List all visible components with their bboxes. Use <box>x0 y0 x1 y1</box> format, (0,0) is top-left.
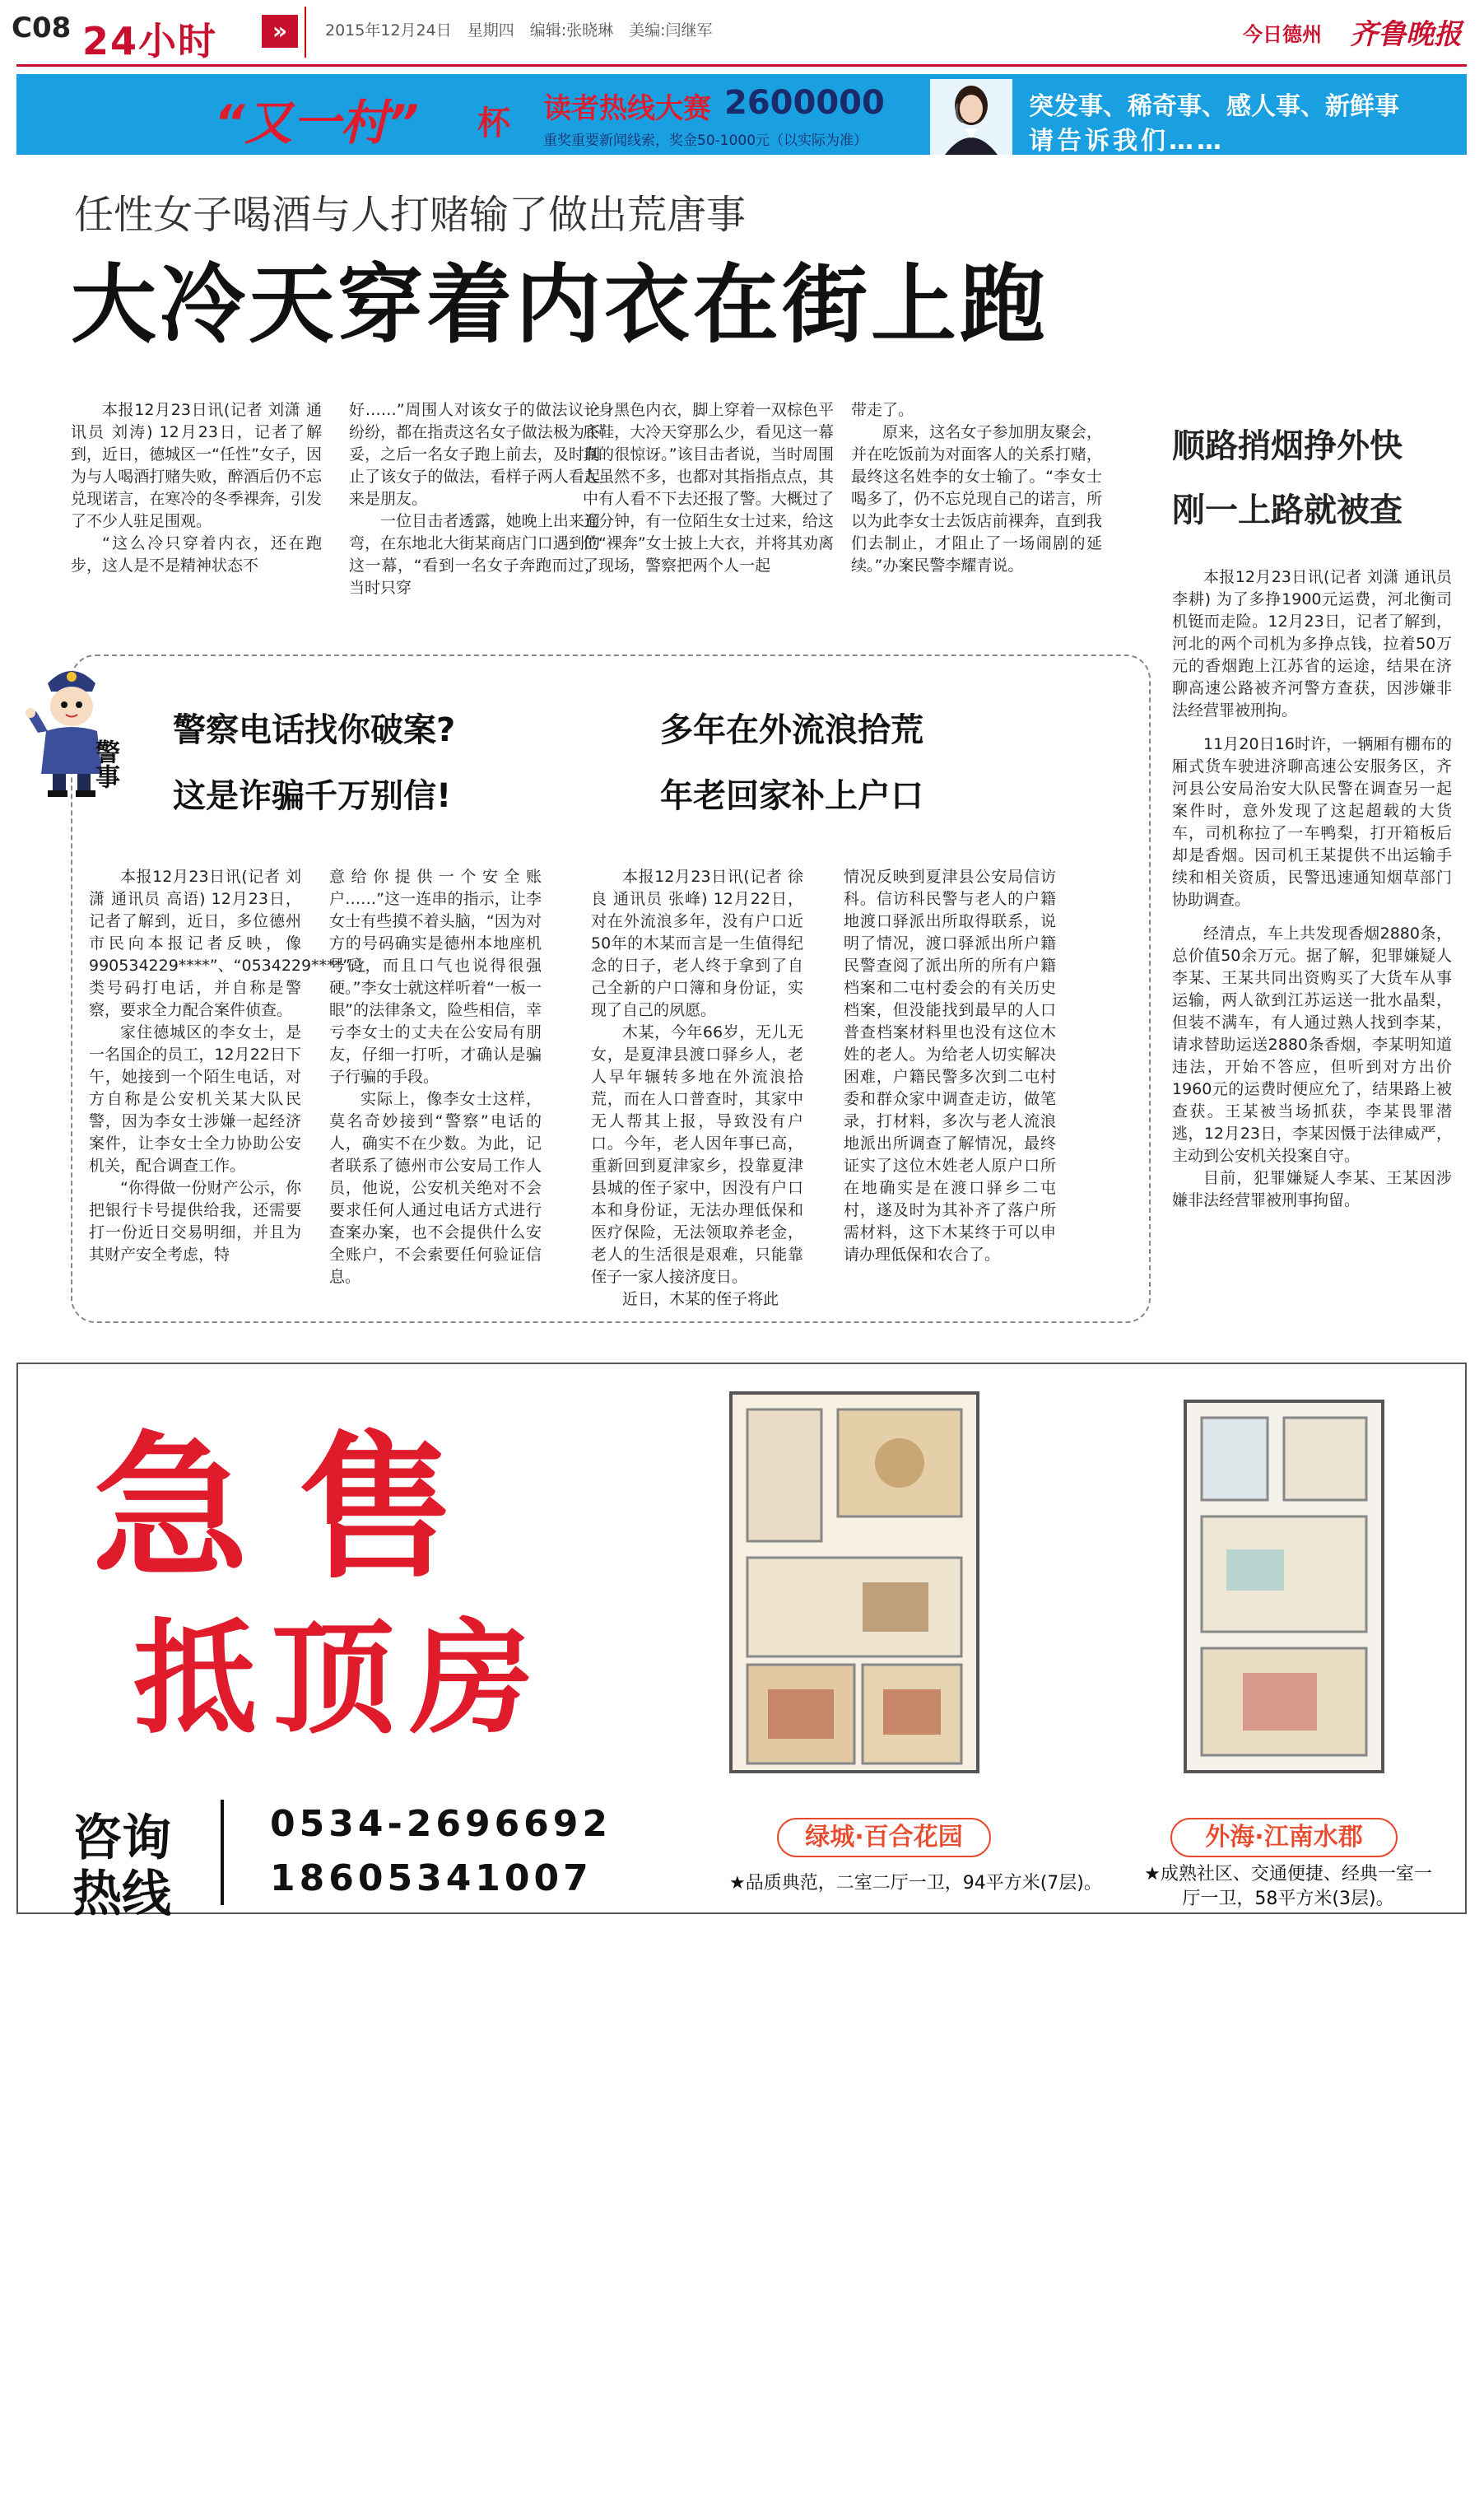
banner-right-line1: 突发事、稀奇事、感人事、新鲜事 <box>1029 92 1399 121</box>
sidebar-title-line2: 刚一上路就被查 <box>1172 491 1403 529</box>
paragraph: 本报12月23日讯(记者 刘潇 通讯员 高语) 12月23日，记者了解到，近日，多位德州市民向本报记者反映，像990534229****”、“0534229****”之类号码打电话，并自称是警察，要求全力配合案件侦查。 <box>89 868 366 1019</box>
ad-hotline-label: 热线 <box>72 1866 171 1923</box>
paragraph: 本报12月23日讯(记者 刘潇 通讯员 李耕) 为了多挣1900元运费，河北衡司机铤而走险。12月23日，记者了解到，河北的两个司机为多挣点钱，拉着50万元的香烟跑上江苏省的运途，结果在济聊高速公路被齐河警方查获，因涉嫌非法经营罪被刑拘。 <box>1172 568 1452 720</box>
paragraph: 意给你提供一个安全账户……”这一连串的指示，让李女士有些摸不着头脑，“因为对方的号码确实是德州本地座机号码，而且口气也说得很强硬。”李女士就这样听着“一板一眼”的法律条文，险些相信，幸亏李女士的丈夫在公安局有朋友，仔细一打听，才确认是骗子行骗的手段。 <box>329 868 542 1086</box>
story-column-4 <box>851 399 1102 577</box>
edition-label: 今日德州 <box>1243 23 1322 46</box>
property-2-name: 外海·江南水郡 <box>1170 1818 1398 1857</box>
hotline-banner <box>16 74 1467 155</box>
banner-phone: 2600000 <box>724 84 885 122</box>
floor-plan-image <box>698 1377 1011 1788</box>
paragraph: 一位目击者透露，她晚上出来遛弯，在东地北大街某商店门口遇到的这一幕，“看到一名女子奔跑而过，当时只穿 <box>349 512 600 597</box>
police-story2-title1: 多年在外流浪拾荒 <box>660 711 923 749</box>
floor-plan-image <box>1152 1377 1416 1788</box>
story-headline: 大冷天穿着内衣在街上跑 <box>71 254 1049 355</box>
property-1-name: 绿城·百合花园 <box>777 1818 991 1857</box>
police-story2-title2: 年老回家补上户口 <box>660 777 923 815</box>
paragraph: 木某，今年66岁，无儿无女，是夏津县渡口驿乡人，老人早年辗转多地在外流浪拾荒，而在人口普查时，其家中无人帮其上报，导致没有户口。今年，老人因年事已高，重新回到夏津家乡，投靠夏津县城的侄子家中，因没有户口本和身份证，无法办理低保和医疗保险，无法领取养老金，老人的生活很是艰难，只能靠侄子一家人接济度日。 <box>591 1023 803 1286</box>
paragraph: 家住德城区的李女士，是一名国企的员工，12月22日下午，她接到一个陌生电话，对方自称是公安机关某大队民警，因为李女士涉嫌一起经济案件，让李女士全力协助公安机关，配合调查工作。 <box>89 1023 301 1175</box>
ad-divider <box>221 1800 224 1905</box>
paragraph: 本报12月23日讯(记者 刘潇 通讯员 刘涛) 12月23日，记者了解到，近日，德城区一“任性”女子，因为与人喝酒打赌失败，醉酒后仍不忘兑现诺言，在寒冷的冬季裸奔，引发了不少人驻足围观。 <box>71 401 322 530</box>
telephone-operator-icon <box>930 79 1012 155</box>
header-rule <box>16 64 1467 67</box>
police-column-1 <box>89 866 366 1266</box>
story-kicker: 任性女子喝酒与人打赌输了做出荒唐事 <box>74 192 747 238</box>
ad-phone-1: 0534-2696692 <box>270 1803 612 1845</box>
police-story1-title1: 警察电话找你破案? <box>173 711 456 749</box>
issue-meta: 2015年12月24日 星期四 编辑:张晓琳 美编:闫继军 <box>325 21 713 40</box>
double-chevron-icon: » <box>262 15 298 48</box>
ad-urgent-sale: 急售 <box>92 1418 505 1600</box>
banner-contest: 读者热线大赛 <box>543 92 711 125</box>
police-column-2 <box>329 866 542 1288</box>
story-column-3 <box>583 399 834 577</box>
paragraph: 11月20日16时许，一辆厢有棚布的厢式货车驶进济聊高速公安服务区，齐河县公安局治安大队民警在调查另一起案件时，意外发现了这起超载的大货车，司机称拉了一车鸭梨，打开箱板后却是香烟。因司机王某提供不出运输手续和相关资质，民警迅速通知烟草部门协助调查。 <box>1172 735 1452 909</box>
ad-offset-housing: 抵顶房 <box>133 1608 549 1751</box>
paragraph: 经清点，车上共发现香烟2880条，总价值50余万元。据了解，犯罪嫌疑人李某、王某共同出资购买了大货车从事运输，两人欲到江苏运送一批水晶梨，但装不满车，有人通过熟人找到李某，请求替助运送2880条香烟，李某明知道违法，开始不答应，但听到对方出价1960元的运费时便应允了，结果路上被查获。王某被当场抓获，李某畏罪潜逃，12月23日，李某因慑于法律威严，主动到公安机关投案自守。 <box>1172 925 1452 1165</box>
banner-slogan: “又一村” <box>214 95 419 151</box>
banner-cup: 杯 <box>477 105 510 142</box>
newspaper-logo: 齐鲁晚报 <box>1350 18 1462 51</box>
property-1-desc: ★品质典范，二室二厅一卫，94平方米(7层)。 <box>729 1873 1102 1894</box>
police-column-3 <box>591 866 803 1311</box>
paragraph: 实际上，像李女士这样，莫名奇妙接到“警察”电话的人，确实不在少数。为此，记者联系了德州市公安局工作人员，他说，公安机关绝对不会要求任何人通过电话方式进行查案办案，也不会提供什么安全账户，不会索要任何验证信息。 <box>329 1090 542 1286</box>
story-column-2 <box>349 399 600 599</box>
paragraph: 本报12月23日讯(记者 徐良 通讯员 张峰) 12月22日，对在外流浪多年，没有户口近50年的木某而言是一生值得纪念的日子，老人终于拿到了自己全新的户口簿和身份证，实现了自己的夙愿。 <box>591 868 803 1019</box>
paragraph: 情况反映到夏津县公安局信访科。信访科民警与老人的户籍地渡口驿派出所取得联系，说明了情况，渡口驿派出所户籍民警查阅了派出所的所有户籍档案和二屯村委会的有关历史档案，但没能找到最早的人口普查档案材料里也没有这位木姓的老人。为给老人切实解决困难，户籍民警多次到二屯村委和群众家中调查走访，做笔录，打材料，多次与老人流浪地派出所调查了解情况，最终证实了这位木姓老人原户口所在地确实是在渡口驿乡二屯村，遂及时为其补齐了落户所需材料，这下木某终于可以申请办理低保和农合了。 <box>844 868 1056 1264</box>
paragraph: 原来，这名女子参加朋友聚会，并在吃饭前为对面客人的关系打赌，最终这名姓李的女士输了。“李女士喝多了，仍不忘兑现自己的诺言，所以为此李女士去饭店前裸奔，直到我们去制止，才阻止了一场闹剧的延续。”办案民警李耀青说。 <box>851 423 1102 575</box>
paragraph: 好……”周围人对该女子的做法议论纷纷，都在指责这名女子做法极为不妥，之后一名女子跑上前去，及时制止了该女子的做法，看样子两人看起来是朋友。 <box>349 401 600 508</box>
section-title: 24小时 <box>82 19 218 63</box>
police-story1-title2: 这是诈骗千万别信! <box>173 777 452 815</box>
property-2-desc: ★成熟社区、交通便捷、经典一室一厅一卫，58平方米(3层)。 <box>1144 1864 1432 1909</box>
police-tag: 警事 <box>91 739 119 789</box>
paragraph: 近日，木某的侄子将此 <box>622 1290 779 1308</box>
paragraph: 目前，犯罪嫌疑人李某、王某因涉嫌非法经营罪被刑事拘留。 <box>1172 1169 1452 1209</box>
paragraph: “你得做一份财产公示，你把银行卡号提供给我，还需要打一份近日交易明细，并且为其财产安全考虑，特 <box>89 1179 301 1264</box>
sidebar-body <box>1172 566 1452 1212</box>
ad-consult-label: 咨询 <box>72 1810 171 1867</box>
banner-subline: 重奖重要新闻线索，奖金50-1000元（以实际为准） <box>543 133 868 149</box>
ad-phone-2: 18605341007 <box>270 1857 593 1899</box>
police-column-4 <box>844 866 1056 1266</box>
sidebar-title-line1: 顺路捎烟挣外快 <box>1172 427 1403 465</box>
page-number: C08 <box>12 12 72 44</box>
paragraph: “这么冷只穿着内衣，还在跑步，这人是不是精神状态不 <box>71 534 322 575</box>
paragraph: 一身黑色内衣，脚上穿着一双棕色平底鞋，大冷天穿那么少，看见这一幕真的很惊讶。”该目击者说，当时周围人虽然不多，也都对其指指点点，其中有人看不下去还报了警。大概过了五分钟，有一位陌生女士过来，给这位“裸奔”女士披上大衣，并将其劝离了现场，警察把两个人一起 <box>583 401 834 575</box>
banner-right-line2: 请告诉我们…… <box>1029 127 1225 155</box>
story-column-1 <box>71 399 322 577</box>
paragraph: 带走了。 <box>851 401 914 419</box>
